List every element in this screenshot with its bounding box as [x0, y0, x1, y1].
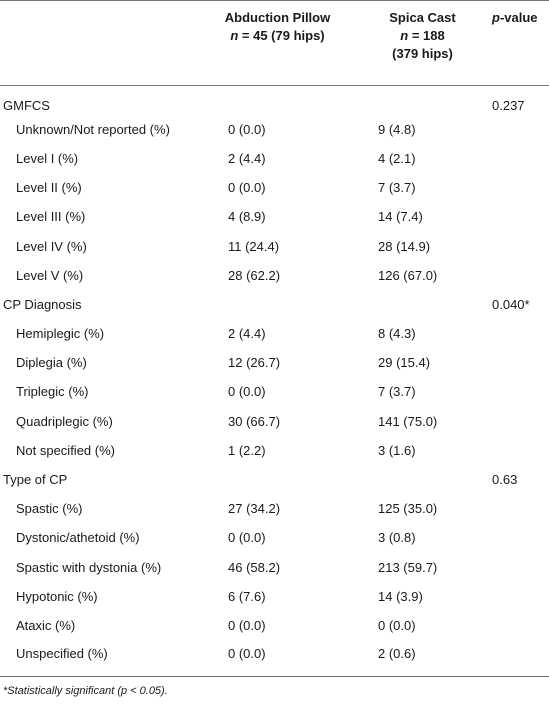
table-row: [0, 115, 549, 144]
column-header-spica-cast: [355, 1, 490, 86]
footnote: *Statistically significant (p < 0.05).: [3, 685, 168, 697]
abduction-pillow-value: [200, 465, 355, 494]
abduction-pillow-n: = 45 (79 hips): [238, 28, 325, 43]
table-row: [0, 261, 549, 290]
abduction-pillow-value: 12 (26.7): [228, 355, 281, 371]
spica-cast-value: 3 (1.6): [378, 442, 416, 458]
row-label: Ataxic (%): [16, 617, 76, 633]
p-value: [490, 640, 549, 677]
spica-cast-value: 141 (75.0): [378, 413, 438, 429]
abduction-pillow-value: 2 (4.4): [228, 326, 266, 342]
p-value-symbol: p: [492, 10, 500, 25]
row-label: Quadriplegic (%): [16, 413, 113, 429]
spica-cast-value: 28 (14.9): [378, 238, 431, 254]
abduction-pillow-value: 4 (8.9): [228, 209, 266, 225]
abduction-pillow-value: 30 (66.7): [228, 413, 281, 429]
p-value: [490, 144, 549, 173]
spica-cast-value: 213 (59.7): [378, 559, 438, 575]
spica-cast-value: 4 (2.1): [378, 150, 416, 166]
abduction-pillow-value: 2 (4.4): [228, 150, 266, 166]
p-value: [490, 582, 549, 611]
row-label: Level I (%): [16, 150, 79, 166]
spica-cast-hips: (379 hips): [392, 46, 453, 61]
table-row: [0, 231, 549, 260]
column-header-abduction-pillow: [200, 1, 355, 86]
p-value: 0.63: [492, 472, 518, 488]
table-row: [0, 377, 549, 406]
table-row: [0, 494, 549, 523]
abduction-pillow-value: [200, 290, 355, 319]
row-label: Hemiplegic (%): [16, 326, 105, 342]
abduction-pillow-value: 28 (62.2): [228, 267, 281, 283]
abduction-pillow-value: 1 (2.2): [228, 442, 266, 458]
spica-cast-value: 8 (4.3): [378, 326, 416, 342]
table-row: [0, 582, 549, 611]
abduction-pillow-value: 0 (0.0): [228, 180, 266, 196]
category-label: Type of CP: [3, 472, 68, 488]
p-value: [490, 319, 549, 348]
abduction-pillow-value: 11 (24.4): [228, 238, 280, 254]
p-value: [490, 494, 549, 523]
spica-cast-value: 126 (67.0): [378, 267, 438, 283]
p-value: [490, 436, 549, 465]
table-row: [0, 465, 549, 494]
p-value: [490, 261, 549, 290]
p-value: [490, 523, 549, 552]
p-value: [490, 377, 549, 406]
row-label: Dystonic/athetoid (%): [16, 530, 140, 546]
spica-cast-value: 9 (4.8): [378, 121, 416, 137]
spica-cast-value: 29 (15.4): [378, 355, 431, 371]
category-label: GMFCS: [3, 97, 50, 113]
row-label: Spastic with dystonia (%): [16, 559, 162, 575]
row-label: Hypotonic (%): [16, 588, 98, 604]
p-value: [490, 231, 549, 260]
row-label: Level V (%): [16, 267, 84, 283]
abduction-pillow-value: 46 (58.2): [228, 559, 281, 575]
p-value: [490, 202, 549, 231]
abduction-pillow-value: 0 (0.0): [228, 384, 266, 400]
table-row: [0, 436, 549, 465]
row-label: Unspecified (%): [0, 640, 200, 677]
column-header-p-value: [490, 1, 549, 86]
abduction-pillow-value: 0 (0.0): [228, 617, 266, 633]
spica-cast-value: 0 (0.0): [378, 617, 416, 633]
spica-cast-value: 2 (0.6): [355, 640, 490, 677]
row-label: Triplegic (%): [16, 384, 89, 400]
spica-cast-value: 7 (3.7): [378, 384, 416, 400]
p-value: 0.040*: [492, 296, 530, 312]
table-row: [0, 202, 549, 231]
column-header-label: [0, 1, 200, 86]
row-label: Level III (%): [16, 209, 86, 225]
abduction-pillow-value: [200, 86, 355, 115]
spica-cast-n-symbol: n: [400, 28, 409, 43]
spica-cast-title: Spica Cast: [389, 10, 456, 25]
p-value: [490, 348, 549, 377]
row-label: Level II (%): [16, 180, 82, 196]
table-row: [0, 407, 549, 436]
abduction-pillow-value: 0 (0.0): [228, 530, 266, 546]
table-row: [0, 144, 549, 173]
table-row: [0, 523, 549, 552]
table-header: [0, 1, 549, 86]
table-row: [0, 611, 549, 640]
abduction-pillow-value: 0 (0.0): [228, 121, 266, 137]
spica-cast-value: 7 (3.7): [378, 180, 416, 196]
spica-cast-value: 125 (35.0): [378, 501, 438, 517]
p-value: [490, 173, 549, 202]
table-row: [0, 319, 549, 348]
spica-cast-value: [355, 290, 490, 319]
table-row: [0, 290, 549, 319]
p-value: [490, 115, 549, 144]
row-label: Not specified (%): [16, 442, 115, 458]
p-value: [490, 611, 549, 640]
spica-cast-value: 14 (3.9): [378, 588, 423, 604]
category-label: CP Diagnosis: [3, 296, 82, 312]
table-body: [0, 86, 549, 677]
table-row: [0, 553, 549, 582]
table-row: [0, 348, 549, 377]
table-row: [0, 86, 549, 115]
row-label: Diplegia (%): [16, 355, 87, 371]
spica-cast-value: 3 (0.8): [378, 530, 416, 546]
row-label: Spastic (%): [16, 501, 83, 517]
p-value: [490, 407, 549, 436]
abduction-pillow-n-symbol: n: [230, 28, 239, 43]
p-value: 0.237: [492, 97, 525, 113]
spica-cast-value: [355, 86, 490, 115]
p-value-suffix: -value: [499, 10, 538, 25]
p-value: [490, 553, 549, 582]
spica-cast-n: = 188: [408, 28, 445, 43]
abduction-pillow-value: 0 (0.0): [200, 640, 355, 677]
abduction-pillow-value: 27 (34.2): [228, 501, 281, 517]
spica-cast-value: [355, 465, 490, 494]
spica-cast-value: 14 (7.4): [378, 209, 423, 225]
row-label: Unknown/Not reported (%): [16, 121, 170, 137]
row-label: Level IV (%): [16, 238, 87, 254]
table-row: [0, 640, 549, 677]
abduction-pillow-value: 6 (7.6): [228, 588, 266, 604]
table-row: [0, 173, 549, 202]
abduction-pillow-title: Abduction Pillow: [224, 10, 331, 25]
